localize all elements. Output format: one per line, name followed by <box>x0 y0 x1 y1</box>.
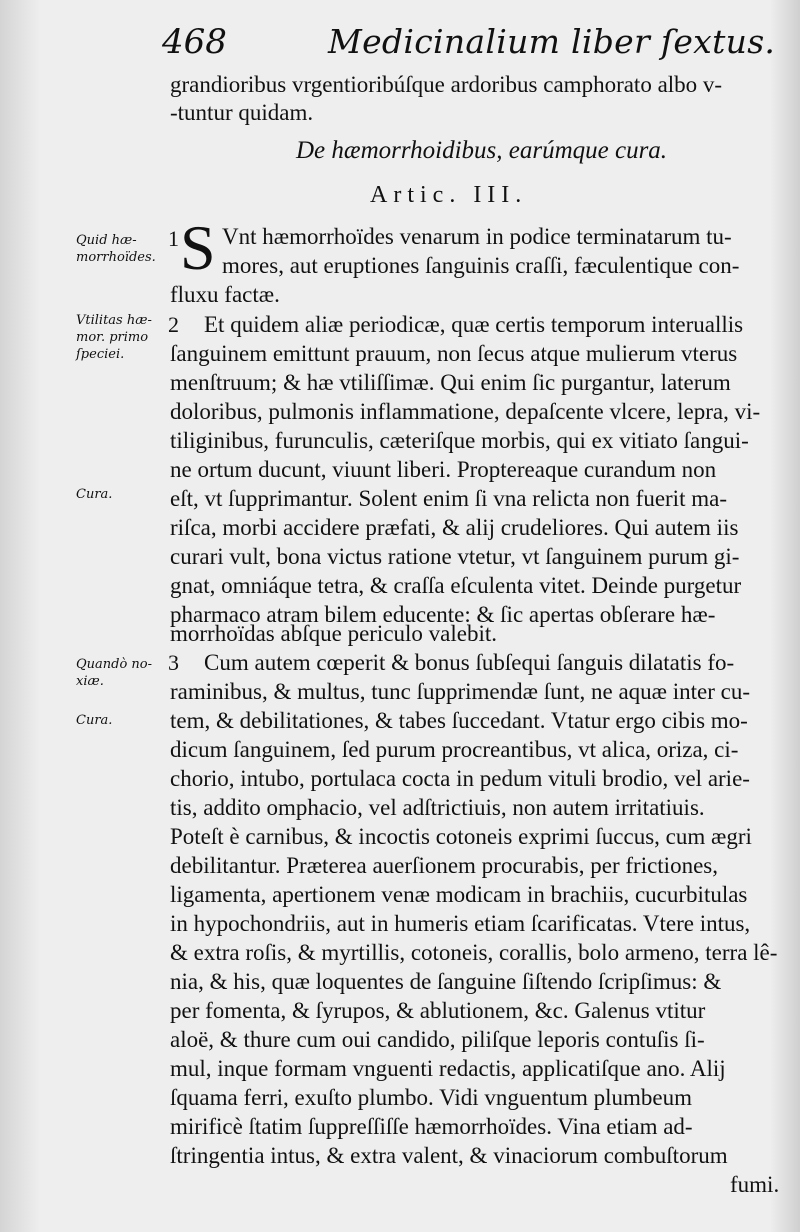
text-line: eſt, vt ſupprimantur. Solent enim ſi vna relicta non fuerit ma- <box>170 486 727 511</box>
text-line: mores, aut eruptiones ſanguinis craſſi, fæculentique con- <box>222 253 740 278</box>
text-line: pharmaco atram bilem educente: & ſic apertas obſerare hæ- <box>170 602 716 627</box>
text-line: nia, & his, quæ loquentes de ſanguine ſiſtendo ſcripſimus: & <box>170 969 722 994</box>
text-line: gnat, omniáque tetra, & craſſa eſculenta vitet. Deinde purgetur <box>170 573 742 598</box>
running-title: Medicinalium liber ſextus. <box>328 22 776 61</box>
text-line: ſanguinem emittunt prauum, non ſecus atque mulierum vterus <box>170 341 738 366</box>
text-line: fluxu factæ. <box>170 282 280 307</box>
page-header <box>0 18 800 68</box>
text-line: ſquama ferri, exuſto plumbo. Vidi vnguentum plumbeum <box>170 1085 693 1110</box>
margin-note: Vtilitas hæ-mor. primo ſpeciei. <box>76 313 152 362</box>
text-line: & extra roſis, & myrtillis, cotoneis, corallis, bolo armeno, terra lê- <box>170 940 778 965</box>
text-line: Poteſt è carnibus, & incoctis cotoneis exprimi ſuccus, cum ægri <box>170 824 752 849</box>
text-line: tis, addito omphacio, vel adſtrictiuis, non autem irritatiuis. <box>170 795 705 820</box>
text-line: tiliginibus, furunculis, cæteriſque morbis, qui ex vitiato ſangui- <box>170 428 749 453</box>
text-line: menſtruum; & hæ vtiliſſimæ. Qui enim ſic purgantur, laterum <box>170 370 731 395</box>
article-heading: Artic. III. <box>370 182 528 208</box>
text-line: per fomenta, & ſyrupos, & ablutionem, &c. Galenus vtitur <box>170 998 706 1023</box>
right-edge-shadow <box>770 0 800 1232</box>
text-line: ſtringentia intus, & extra valent, & vinaciorum combuſtorum <box>170 1143 728 1168</box>
text-line: Et quidem aliæ periodicæ, quæ certis temporum interuallis <box>204 312 744 337</box>
text-line: chorio, intubo, portulaca cocta in pedum vituli brodio, vel arie- <box>170 766 750 791</box>
margin-note: Cura. <box>76 487 113 502</box>
text-line: raminibus, & multus, tunc ſupprimendæ ſunt, ne aquæ inter cu- <box>170 679 751 704</box>
gutter-shadow <box>0 0 40 1232</box>
paragraph-number: 1 <box>168 226 179 251</box>
continuation-line: grandioribus vrgentioribúſque ardoribus camphorato albo v- <box>170 72 723 97</box>
text-line: morrhoïdas abſque periculo valebit. <box>170 621 498 646</box>
margin-note: Quandò no-xiæ. <box>76 657 153 689</box>
text-line: tem, & debilitationes, & tabes ſuccedant. Vtatur ergo cibis mo- <box>170 708 748 733</box>
text-line: Vnt hæmorrhoïdes venarum in podice terminatarum tu- <box>222 224 732 249</box>
margin-note: Cura. <box>76 713 113 728</box>
text-line: aloë, & thure cum oui candido, piliſque leporis contuſis ſi- <box>170 1027 705 1052</box>
text-line: ligamenta, apertionem venæ modicam in brachiis, cucurbitulas <box>170 882 748 907</box>
text-line: ne ortum ducunt, viuunt liberi. Proptereaque curandum non <box>170 457 717 482</box>
text-line: in hypochondriis, aut in humeris etiam ſcarificatas. Vtere intus, <box>170 911 751 936</box>
text-line: mul, inque formam vnguenti redactis, applicatiſque ano. Alij <box>170 1056 726 1081</box>
text-line: curari vult, bona victus ratione vtetur, vt ſanguinem purum gi- <box>170 544 740 569</box>
text-line: fumi. <box>730 1172 780 1197</box>
text-line: dicum ſanguinem, ſed purum procreantibus, vt alica, oriza, ci- <box>170 737 739 762</box>
text-line: debilitantur. Præterea auerſionem procurabis, per frictiones, <box>170 853 718 878</box>
paragraph-number: 2 <box>168 312 179 337</box>
section-title: De hæmorrhoidibus, earúmque cura. <box>296 137 668 164</box>
page-number: 468 <box>162 22 227 62</box>
drop-cap: S <box>180 212 216 283</box>
paragraph-number: 3 <box>168 650 179 675</box>
text-line: Cum autem cœperit & bonus ſubſequi ſanguis dilatatis fo- <box>204 650 735 675</box>
text-line: mirificè ſtatim ſuppreſſiſſe hæmorrhoïdes. Vina etiam ad- <box>170 1114 693 1139</box>
continuation-line: -tuntur quidam. <box>170 100 314 125</box>
text-line: doloribus, pulmonis inflammatione, depaſcente vlcere, lepra, vi- <box>170 399 761 424</box>
margin-note: Quid hæ-morrhoïdes. <box>76 233 156 265</box>
text-line: riſca, morbi accidere præfati, & alij crudeliores. Qui autem iis <box>170 515 739 540</box>
